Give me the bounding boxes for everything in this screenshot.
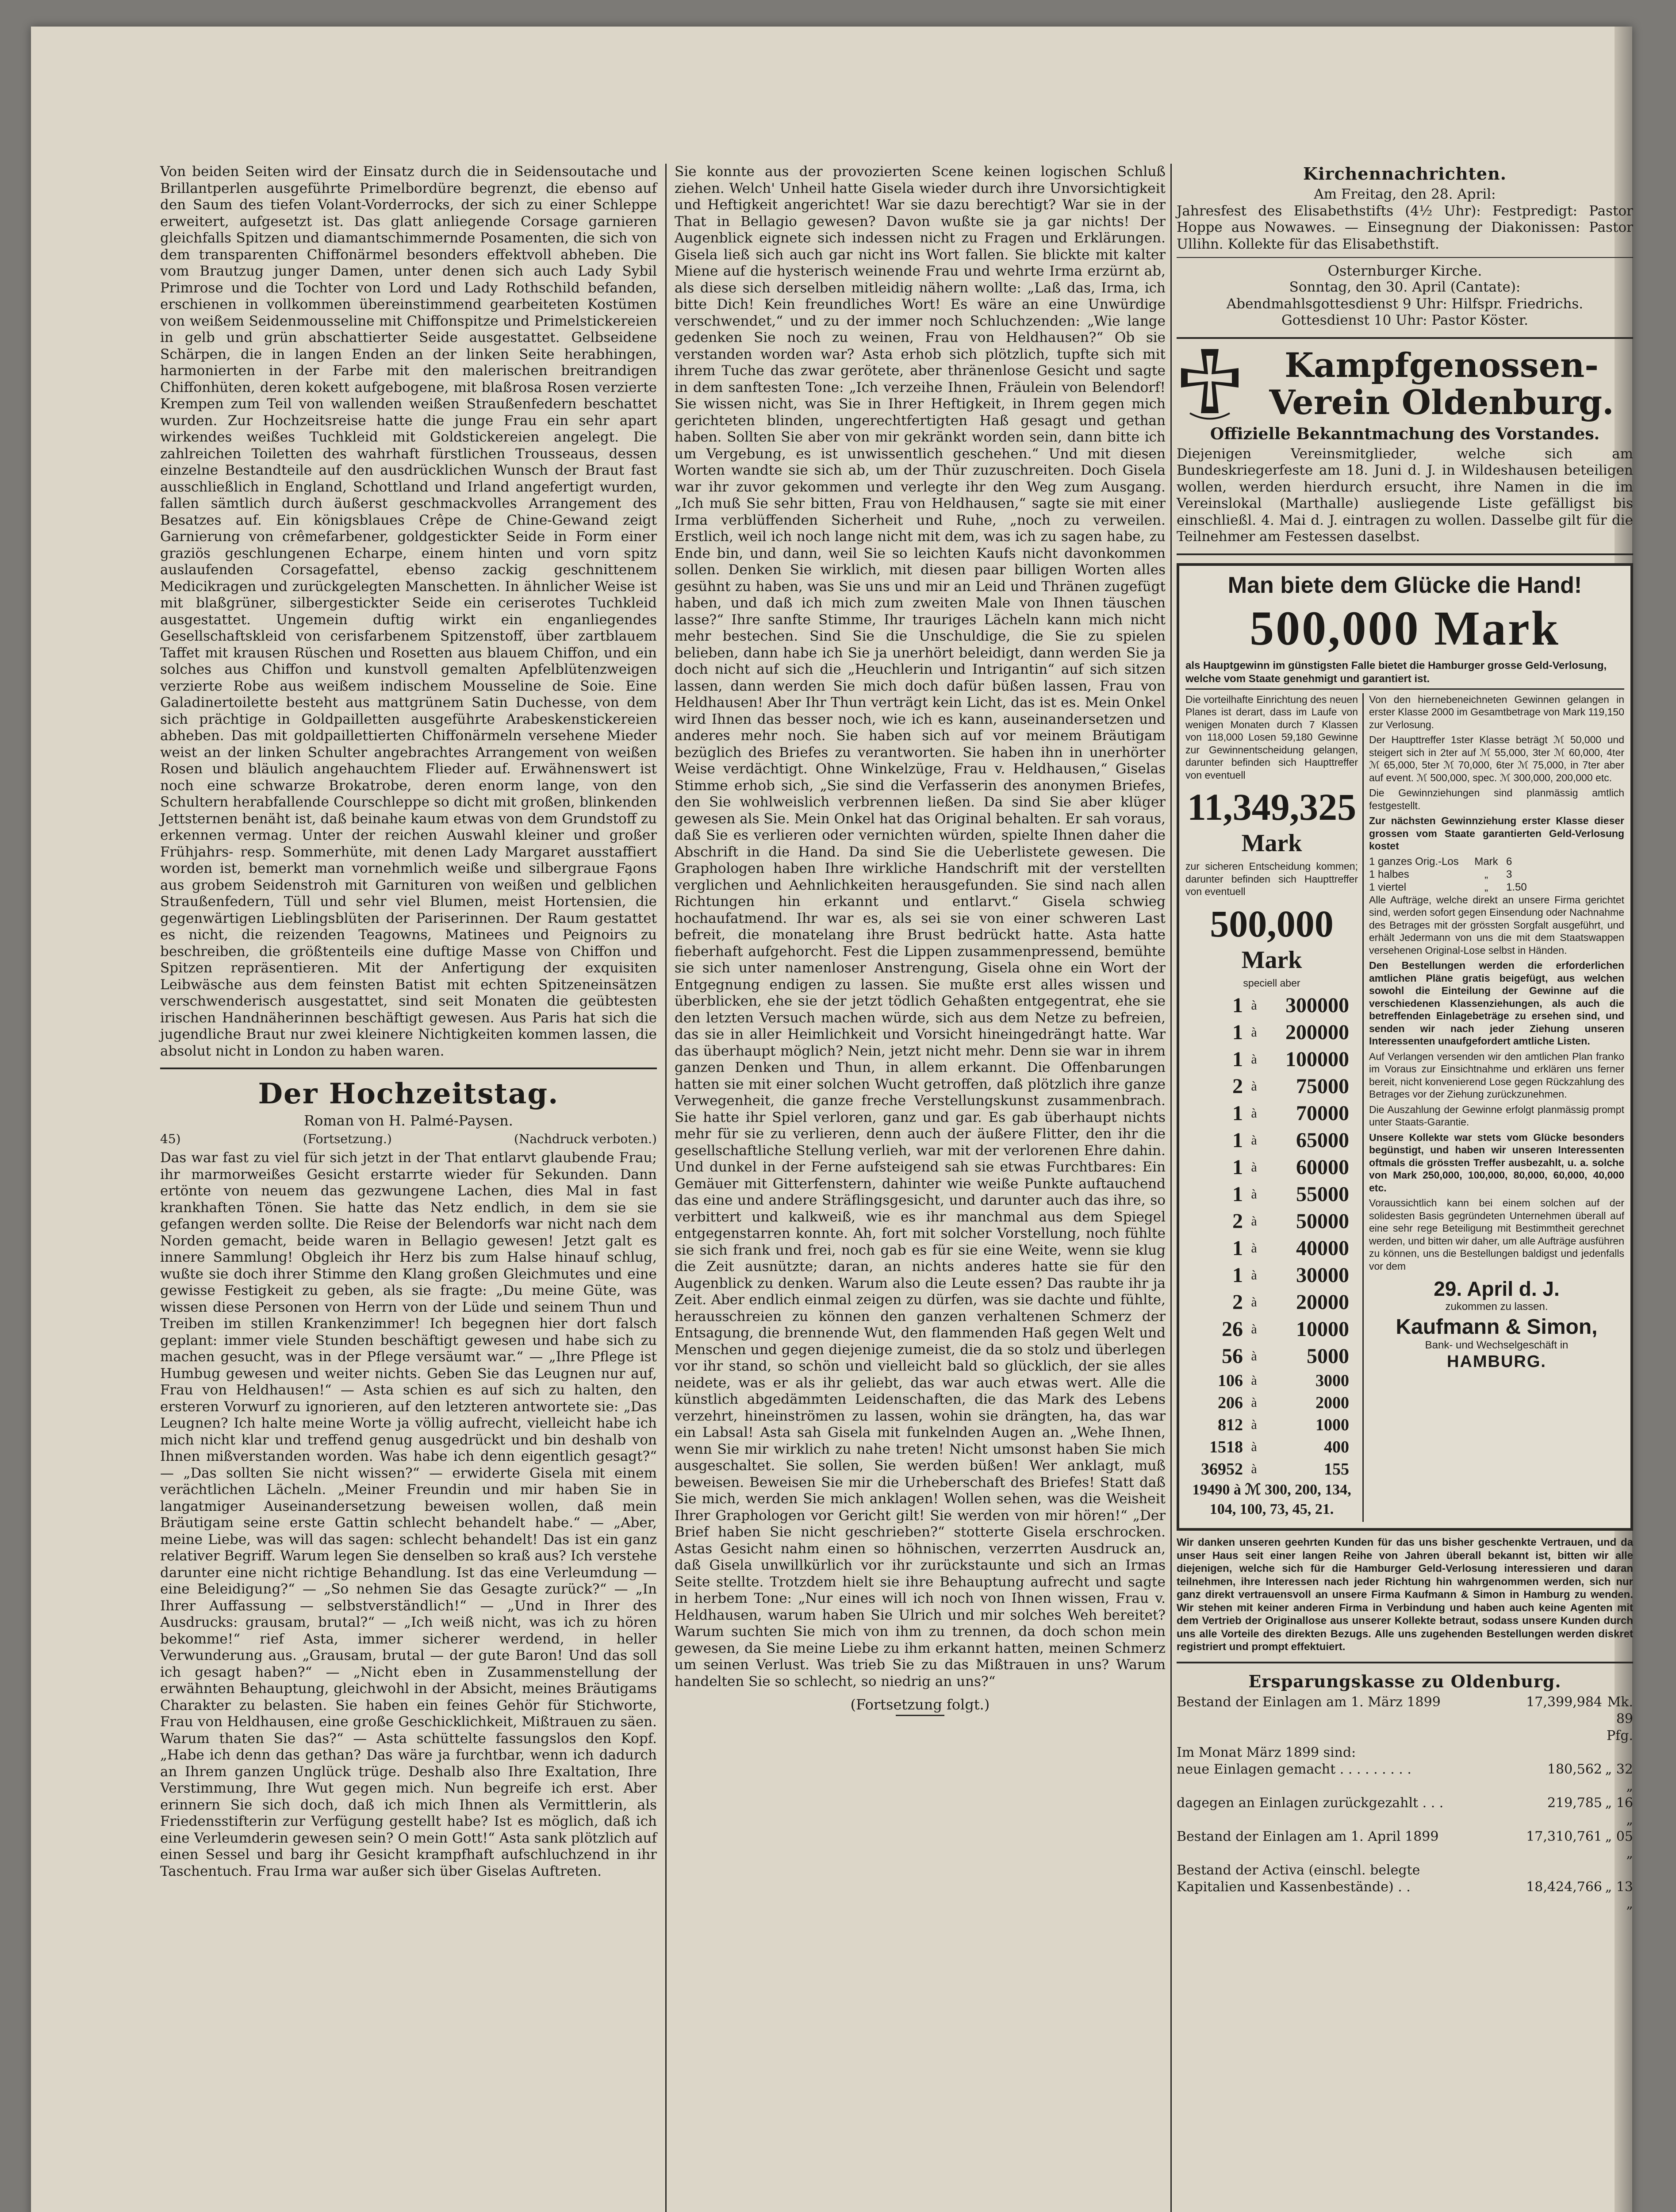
prize-row (1185, 1392, 1358, 1414)
savings-amount: 17,399,984 (1526, 1694, 1602, 1710)
savings-unit: „ 32 „ (1605, 1761, 1633, 1794)
prize-value: 300000 (1285, 994, 1349, 1017)
osternburg-line-2: Abendmahlsgottesdienst 9 Uhr: Hilfspr. Friedrichs. (1226, 296, 1584, 312)
prize-at: à (1251, 1462, 1257, 1476)
ad-right-column (1369, 693, 1624, 1522)
church-news-title: Kirchennachrichten. (1303, 164, 1507, 184)
iron-cross-icon (1177, 347, 1243, 422)
prize-count: 1 (1232, 1048, 1243, 1071)
column-right (1177, 164, 1633, 1912)
prize-count: 1 (1232, 1102, 1243, 1125)
ad-left-text-2: zur sicheren Entscheidung kommen; darunter befinden sich Haupttreffer von eventuell (1185, 860, 1358, 897)
prize-row (1185, 1154, 1358, 1181)
verein-title: Kampfgenossen-Verein Oldenburg. (1269, 345, 1614, 422)
savings-amount: 17,310,761 (1526, 1828, 1602, 1844)
prize-value: 400 (1324, 1438, 1349, 1456)
lottery-advertisement (1177, 563, 1633, 1531)
prize-at: à (1251, 1025, 1257, 1040)
price-label: 1 halbes (1369, 868, 1409, 880)
savings-label: dagegen an Einlagen zurückgezahlt . . . (1177, 1795, 1444, 1811)
verein-header (1177, 347, 1633, 422)
prize-row (1185, 1073, 1358, 1100)
price-unit: „ (1484, 881, 1488, 893)
prize-value: 60000 (1296, 1156, 1349, 1179)
price-row (1369, 855, 1624, 868)
savings-label: Im Monat März 1899 sind: (1177, 1744, 1356, 1760)
ad-firm-sub: Bank- und Wechselgeschäft in (1425, 1339, 1569, 1351)
osternburg-church-title: Osternburger Kirche. (1327, 262, 1482, 279)
thanks-notice: Wir danken unseren geehrten Kunden für das uns bisher geschenkte Vertrauen, und da unser Haus seit einer langen Reihe von Jahren überall bekannt ist, bitten wir alle diejenigen, welche sich für die Hamburger Geld-Verlosung interessieren und daran teilnehmen, ihre Interessen nach jeder Richtung hin wahrgenommen werden, sich nur ganz direkt vertrauensvoll an unsere Firma Kaufmann & Simon in Hamburg zu wenden. Wir stehen mit keiner anderen Firma in Verbindung und haben auch keine Agenten mit dem Vertrieb der Originallose aus unserer Kollekte betraut, sodass unsere Kunden durch uns alle Vorteile des direkten Bezugs. Alle uns zugehenden Bestellungen werden diskret registriert und prompt effektuiert. (1177, 1536, 1633, 1653)
prize-count: 206 (1218, 1394, 1243, 1412)
savings-row (1177, 1879, 1633, 1912)
prize-count: 1 (1232, 1129, 1243, 1152)
prize-at: à (1251, 1322, 1257, 1336)
savings-unit: „ 13 „ (1605, 1879, 1633, 1912)
ad-total: 11,349,325 (1187, 786, 1357, 828)
ad-deadline-sub: zukommen zu lassen. (1445, 1301, 1548, 1313)
savings-amount (1500, 1744, 1602, 1761)
prize-at: à (1251, 1187, 1257, 1202)
section-divider (1177, 337, 1633, 339)
prize-at: à (1251, 1417, 1257, 1432)
prize-row (1185, 1046, 1358, 1073)
savings-amount: 180,562 (1547, 1761, 1602, 1777)
prize-value: 200000 (1285, 1021, 1349, 1044)
prize-value: 155 (1324, 1460, 1349, 1479)
ad-intro: als Hauptgewinn im günstigsten Falle bietet die Hamburger grosse Geld-Verlosung, welche vom Staate genehmigt und garantiert ist. (1185, 659, 1607, 685)
ad-firm-name: Kaufmann & Simon, (1396, 1315, 1598, 1339)
savings-unit: Mk. 89 Pfg. (1606, 1694, 1633, 1743)
savings-label: Bestand der Activa (einschl. belegte (1177, 1862, 1420, 1878)
prize-row (1185, 992, 1358, 1019)
column-left (160, 164, 657, 1880)
prize-row (1185, 1262, 1358, 1289)
verein-text: Diejenigen Vereinsmitglieder, welche sich am Bundeskriegerfeste am 18. Juni d. J. in Wildeshausen beteiligen wollen, werden hierdurch ersucht, ihre Namen in die im Vereinslokal (Marthalle) ausliegende Liste gefälligst bis einschließl. 4. Mai d. J. eintragen zu wollen. Dasselbe gilt für die Teilnehmer am Festessen daselbst. (1177, 445, 1633, 545)
prize-value: 10000 (1296, 1317, 1349, 1341)
prize-value: 5000 (1307, 1344, 1349, 1368)
prize-at: à (1251, 1295, 1257, 1310)
prize-at: à (1251, 998, 1257, 1013)
price-value: 6 (1506, 855, 1512, 868)
prize-value: 70000 (1296, 1102, 1349, 1125)
prize-at: à (1251, 1440, 1257, 1454)
prize-at: à (1251, 1052, 1257, 1067)
newspaper-page (31, 27, 1632, 2212)
prize-value: 1000 (1315, 1416, 1349, 1434)
ad-right-text-9: Unsere Kollekte war stets vom Glücke besonders begünstigt, und haben wir unseren Interessenten oftmals die grössten Treffer ausbezahlt, u. a. solche von Mark 250,000, 100,000, 80,000, 60,000, 40,000 etc. (1369, 1131, 1624, 1194)
prize-row (1185, 1343, 1358, 1370)
column-rule-1 (665, 164, 667, 2212)
price-value: 1.50 (1506, 881, 1527, 893)
fashion-article-text: Von beiden Seiten wird der Einsatz durch die in Seidensoutache und Brillantperlen ausgeführte Primelbordüre begrenzt, die ebenso auf den Saum des tiefen Volant-Vorderrocks, der sich zu einer Schleppe erweitert, aufgesetzt ist. Das glatt anliegende Corsage garnieren gleichfalls Spitzen und diamantschimmernde Posamenten, die sich von dem transparenten Chiffonärmel besonders effektvoll abheben. Die vom Brautzug junger Damen, unter denen sich auch Lady Sybil Primrose und die Tochter von Lord und Lady Rothschild befanden, erschienen in vollkommen übereinstimmend gearbeiteten Kostümen von weißem Seidenmousseline mit Chiffonspitze und Primelstickereien in gelb und grün abschattierter Seide ausgestattet. Gelbseidene Schärpen, die in langen Enden an der linken Seite herabhingen, harmonierten in der Farbe mit den malerischen breitrandigen Chiffonhüten, deren kokett aufgebogene, mit blaßrosa Rosen verzierte Krempen zum Teil von wallenden weißen Straußenfedern beschattet wurden. Zur Hochzeitsreise hatte die junge Frau ein sehr apart wirkendes weißes Tuchkleid mit Goldstickereien angelegt. Die zahlreichen Toiletten des wahrhaft fürstlichen Trousseaus, dessen einzelne Bestandteile auf den ausdrücklichen Wunsch der Braut fast ausschließlich in England, Schottland und Irland angefertigt wurden, fallen sämtlich durch äußerst geschmackvolles Arrangement des Besatzes auf. Ein königsblaues Crêpe de Chine-Gewand zeigt Garnierung von crêmefarbener, goldgestickter Seide in Form einer graziös geschlungenen Echarpe, einem hinten und vorn spitz auslaufenden Corsagefattel, ebenso zackig geschnittenem Medicikragen und zurückgelegten Manschetten. In ähnlicher Weise ist mit blaßgrüner, silbergestickter Seide ein ceriserotes Tuchkleid ausgestattet. Ungemein duftig wirkt ein enganliegendes Gesellschaftskleid von cerisfarbenem Spitzenstoff, über zartblauem Taffet mit krausen Rüschen und Rosetten aus blauem Chiffon, und ein solches aus Chiffon und kunstvoll gemalten Apfelblütenzweigen verzierte Robe aus weißem indischem Mousseline de Soie. Eine Galadinertoilette besteht aus mattgrünem Satin Duchesse, von dem sich prächtige in Goldpailletten ausgeführte Arabeskenstickereien abheben. Das mit goldpaillettierten Chiffonärmeln versehene Mieder weist an der linken Schulter angebrachtes Arrangement von weißen Rosen und bläulich angehauchtem Flieder auf. Erwähnenswert ist noch eine schwarze Brokatrobe, deren enorm lange, von den Schultern herabfallende Courschleppe so dicht mit großen, blinkenden Jettsternen benäht ist, daß beinahe kaum etwas von dem Grundstoff zu erkennen vermag. Unter der reichen Auswahl kleiner und großer Frühjahrs- resp. Sommerhüte, mit denen Lady Margaret ausstaffiert worden ist, bemerkt man vornehmlich weiße und silbergraue Fa̧ons aus grobem Seidenstroh mit Garnituren von weißen und gelblichen Straußenfedern, Tüll und sehr viel Blumen, meist Hortensien, die gegenwärtigen Lieblingsblüten der Pariserinnen. Der Raum gestattet es nicht, die reizenden Teagowns, Matinees und Peignoirs zu beschreiben, die größtenteils eine duftige Masse von Chiffon und Spitzen repräsentieren. Mit der Anfertigung der exquisiten Leibwäsche aus dem feinsten Batist mit echten Spitzeneinsätzen verschwenderisch ausgestattet, sind seit Monaten die geübtesten irischen Handnäherinnen beschäftigt gewesen. Aus Paris hat sich die jugendliche Braut nur zwei kleinere Nichtigkeiten kommen lassen, die absolut nicht in London zu haben waren. (160, 164, 657, 1059)
prize-value: 20000 (1296, 1290, 1349, 1314)
prize-count: 1 (1232, 1237, 1243, 1260)
prize-value: 55000 (1296, 1183, 1349, 1206)
prize-count: 1 (1232, 1263, 1243, 1287)
church-line-2: Jahresfest des Elisabethstifts (4½ Uhr): Festpredigt: Pastor Hoppe aus Nowawes. — Einsegnung der Diakonissen: Pastor Ullihn. Kollekte für das Elisabethstift. (1177, 203, 1633, 252)
price-row (1369, 881, 1624, 894)
ad-right-text-1: Von den hiernebeneichneten Gewinnen gelangen in erster Klasse 2000 im Gesamtbetrage von Mark 119,150 zur Verlosung. (1369, 693, 1624, 730)
ad-big-amount: 500,000 Mark (1250, 601, 1560, 655)
prize-tail: 19490 à ℳ 300, 200, 134, 104, 100, 73, 45, 21. (1192, 1482, 1351, 1517)
price-value: 3 (1506, 868, 1512, 880)
ad-firm-city: HAMBURG. (1447, 1352, 1546, 1371)
osternburg-line-3: Gottesdienst 10 Uhr: Pastor Köster. (1281, 312, 1528, 328)
prize-row (1185, 1019, 1358, 1046)
ad-top-prize: 500,000 (1210, 902, 1334, 945)
prize-value: 75000 (1296, 1075, 1349, 1098)
column-divider (160, 1068, 657, 1069)
novel-meta-row (160, 1132, 657, 1146)
section-divider-3 (1177, 1662, 1633, 1663)
prize-count: 2 (1232, 1290, 1243, 1314)
prize-value: 30000 (1296, 1263, 1349, 1287)
prize-row (1185, 1100, 1358, 1127)
price-label: 1 viertel (1369, 881, 1407, 893)
prize-row (1185, 1208, 1358, 1235)
column-rule-2 (1170, 164, 1172, 2212)
ad-left-text: Die vorteilhafte Einrichtung des neuen Planes ist derart, dass im Laufe von wenigen Monaten durch 7 Klassen von 118,000 Losen 59,180 Gewinne zur Gewinnentscheidung gelangen, darunter befinden sich Haupttreffer von eventuell (1185, 693, 1358, 781)
ad-right-text-5: Alle Aufträge, welche direkt an unsere Firma gerichtet sind, werden sofort gegen Einsendung oder Nachnahme des Betrages mit der grössten Sorgfalt ausgeführt, und erhält Jedermann von uns die mit dem Staatswappen versehenen Original-Lose selbst in Händen. (1369, 894, 1624, 956)
prize-count: 1 (1232, 1021, 1243, 1044)
savings-unit (1602, 1744, 1633, 1761)
prize-list (1185, 992, 1358, 1480)
verein-subtitle: Offizielle Bekanntmachung des Vorstandes. (1210, 424, 1600, 443)
prize-count: 106 (1218, 1371, 1243, 1390)
prize-value: 50000 (1296, 1210, 1349, 1233)
savings-label: neue Einlagen gemacht . . . . . . . . . (1177, 1761, 1411, 1777)
prize-count: 2 (1232, 1210, 1243, 1233)
prize-at: à (1251, 1373, 1257, 1388)
prize-row (1185, 1235, 1358, 1262)
prize-count: 26 (1222, 1317, 1243, 1341)
prize-row (1185, 1289, 1358, 1316)
savings-table (1177, 1694, 1633, 1912)
prize-at: à (1251, 1349, 1257, 1363)
ad-headline: Man biete dem Glücke die Hand! (1227, 572, 1582, 598)
ad-right-text-8: Die Auszahlung der Gewinne erfolgt planmässig prompt unter Staats-Garantie. (1369, 1103, 1624, 1128)
prize-at: à (1251, 1395, 1257, 1410)
prize-value: 65000 (1296, 1129, 1349, 1152)
prize-at: à (1251, 1160, 1257, 1175)
prize-row (1185, 1127, 1358, 1154)
column-middle (675, 164, 1166, 1716)
prize-row (1185, 1316, 1358, 1343)
prize-value: 40000 (1296, 1237, 1349, 1260)
savings-label: Bestand der Einlagen am 1. April 1899 (1177, 1828, 1439, 1844)
savings-row (1177, 1761, 1633, 1795)
church-divider (1177, 257, 1633, 258)
prize-at: à (1251, 1106, 1257, 1121)
church-line-1: Am Freitag, den 28. April: (1314, 186, 1496, 202)
issue-number: 45) (160, 1132, 181, 1146)
prize-row (1185, 1458, 1358, 1480)
savings-label: Bestand der Einlagen am 1. März 1899 (1177, 1694, 1441, 1710)
savings-unit: „ 16 „ (1605, 1795, 1633, 1828)
price-list (1369, 855, 1624, 894)
savings-label: Kapitalien und Kassenbestände) . . (1177, 1879, 1411, 1895)
prize-count: 1518 (1209, 1438, 1243, 1456)
prize-at: à (1251, 1133, 1257, 1148)
ad-right-text-2: Der Haupttreffer 1ster Klasse beträgt ℳ 50,000 und steigert sich in 2ter auf ℳ 55,000, 3ter ℳ 60,000, 4ter ℳ 65,000, 5ter ℳ 70,000, 6ter ℳ 75,000, in 7ter aber auf event. ℳ 500,000, spec. ℳ 300,000, 200,000 etc. (1369, 734, 1624, 783)
prize-at: à (1251, 1268, 1257, 1283)
ad-right-text-4: Zur nächsten Gewinnziehung erster Klasse dieser grossen vom Staate garantierten Geld-Verlosung kostet (1369, 815, 1624, 852)
savings-title: Ersparungskasse zu Oldenburg. (1248, 1671, 1561, 1691)
savings-unit (1602, 1862, 1633, 1879)
price-unit: Mark (1474, 855, 1498, 868)
ad-right-text-6: Den Bestellungen werden die erforderlichen amtlichen Pläne gratis beigefügt, aus welchen sowohl die Einteilung der Gewinne auf die verschiedenen Klassenziehungen, als auch die betreffenden Einlagebeträge zu ersehen sind, und senden wir nach jeder Ziehung unseren Interessenten unaufgefordert amtliche Listen. (1369, 960, 1624, 1047)
savings-row (1177, 1744, 1633, 1761)
savings-amount (1500, 1862, 1602, 1879)
novel-title: Der Hochzeitstag. (258, 1077, 559, 1110)
reprint-note: (Nachdruck verboten.) (514, 1132, 657, 1146)
ad-left-column (1185, 693, 1364, 1522)
savings-row (1177, 1828, 1633, 1862)
prize-row (1185, 1436, 1358, 1458)
ad-right-text-10: Voraussichtlich kann bei einem solchen auf der solidesten Basis gegründeten Unternehmen überall auf eine sehr rege Beteiligung mit Bestimmtheit gerechnet werden, und bitten wir daher, um alle Aufträge ausführen zu können, uns die Bestellungen baldigst und jedenfalls vor dem (1369, 1197, 1624, 1272)
osternburg-line-1: Sonntag, den 30. April (Cantate): (1289, 279, 1521, 295)
ad-total-unit: Mark (1241, 830, 1302, 857)
price-unit: „ (1484, 868, 1488, 880)
ad-deadline-date: 29. April d. J. (1434, 1277, 1560, 1300)
ad-right-text-3: Die Gewinnziehungen sind planmässig amtlich festgestellt. (1369, 787, 1624, 811)
prize-at: à (1251, 1214, 1257, 1229)
prize-value: 3000 (1315, 1371, 1349, 1390)
continuation-label: (Fortsetzung.) (303, 1132, 392, 1146)
prize-row (1185, 1181, 1358, 1208)
ad-columns (1185, 688, 1624, 1522)
prize-at: à (1251, 1079, 1257, 1094)
prize-value: 2000 (1315, 1394, 1349, 1412)
price-label: 1 ganzes Orig.-Los (1369, 855, 1459, 868)
savings-row (1177, 1694, 1633, 1744)
ad-special: speciell aber (1243, 977, 1300, 989)
prize-row (1185, 1414, 1358, 1436)
prize-count: 1 (1232, 994, 1243, 1017)
end-ornament (896, 1715, 944, 1716)
prize-count: 2 (1232, 1075, 1243, 1098)
prize-count: 1 (1232, 1156, 1243, 1179)
prize-count: 1 (1232, 1183, 1243, 1206)
prize-count: 812 (1218, 1416, 1243, 1434)
ad-top-unit: Mark (1241, 946, 1302, 974)
prize-value: 100000 (1285, 1048, 1349, 1071)
prize-count: 36952 (1201, 1460, 1243, 1479)
savings-unit: „ 05 „ (1605, 1828, 1633, 1861)
novel-byline: Roman von H. Palmé-Paysen. (304, 1112, 513, 1129)
to-be-continued: (Fortsetzung folgt.) (850, 1696, 990, 1713)
savings-amount: 18,424,766 (1526, 1879, 1602, 1895)
novel-text: Das war fast zu viel für sich jetzt in der That entlarvt glaubende Frau; ihr marmorweißes Gesicht erstarrte wieder für Sekunden. Dann ertönte von neuem das gezwungene Lachen, dies Mal in fast krankhaften Tönen. Sie hatte das Netz endlich, in dem sie sie gefangen werden sollte. Die Reise der Belendorfs war nicht nach dem Norden gemacht, beide waren in Bellagio gewesen! Jetzt galt es innere Sammlung! Obgleich ihr Herz bis zum Halse hinauf schlug, wußte sie doch ihrer Stimme den Klang großen Gleichmutes und eine gewisse Festigkeit zu geben, als sie fragte: „Du meine Güte, was wissen diese Personen von Herrn von der Lüde und seinem Thun und Treiben im stillen Krankenzimmer! Ich begegnen hier dort falsch geplant: immer viele Stunden beschäftigt gewesen und habe sich zu machen gesucht, was in der Pflege versäumt war.“ — „Ihre Pflege ist Humbug gewesen und weiter nichts. Geben Sie das Leugnen nur auf, Frau von Heldhausen!“ — Asta schien es auf sich zu halten, den ersteren Vorwurf zu ignorieren, auf den letzteren antwortete sie: „Das Leugnen? Ich halte meine Worte ja völlig aufrecht, vielleicht habe ich mich nicht klar und treffend genug ausgedrückt und bin deshalb von Ihnen mißverstanden worden. Was habe ich denn eigentlich gesagt?“ — „Das sollten Sie nicht wissen?“ — erwiderte Gisela mit einem verächtlichen Lächeln. „Meiner Freundin und mir haben Sie in langatmiger Auseinandersetzung beweisen wollen, daß mein Bräutigam seine erste Gattin schlecht behandelt habe.“ — „Aber, meine Liebe, was will das sagen: schlecht behandelt! Das ist ein ganz relativer Begriff. Warum legen Sie denselben so kraß aus? Ich verstehe darunter eine nicht richtige Behandlung. Ist das eine Verleumdung — eine Beleidigung?“ — „So nehmen Sie das Gesagte zurück?“ — „In Ihrer Auffassung — selbstverständlich!“ — „Und in Ihrer des Ausdrucks: grausam, brutal?“ — „Ich weiß nicht, was ich zu hören bekomme!“ rief Asta, immer sicherer werdend, in heller Verwunderung aus. „Grausam, brutal — der gute Baron! Und das soll ich gesagt haben?“ — „Nicht eben in Zusammenstellung der erwähnten Behauptung, gleichwohl in der Absicht, meines Bräutigams Charakter zu belasten. Sie haben ein feines Gehör für Stichworte, Frau von Heldhausen, eine große Geschicklichkeit, Mißtrauen zu säen. Warum thaten Sie das?“ — Asta schüttelte fassungslos den Kopf. „Habe ich denn das gethan? Das wäre ja furchtbar, wenn ich dadurch an Ihrem ganzen Unglück trüge. Deshalb also Ihre Exaltation, Ihre Verstimmung, Ihre Wut gegen mich. Nun begreife ich erst. Aber erinnern Sie sich doch, daß ich mich Ihnen als Vermittlerin, als Friedensstifterin zur Verfügung gestellt habe? Ist es möglich, daß ich eine Verleumderin gewesen sein? O mein Gott!“ Asta sank plötzlich auf einen Sessel und barg ihr Gesicht krampfhaft aufschluchzend in ihr Taschentuch. Frau Irma war außer sich über Giselas Auftreten. (160, 1150, 657, 1879)
savings-row (1177, 1862, 1633, 1879)
ad-right-text-7: Auf Verlangen versenden wir den amtlichen Plan franko im Voraus zur Einsichtnahme und erklären uns ferner bereit, nicht konvenierend Lose gegen Rückzahlung des Betrages vor der Ziehung zurückzunehmen. (1369, 1050, 1624, 1100)
prize-row (1185, 1370, 1358, 1392)
savings-amount: 219,785 (1547, 1795, 1602, 1811)
price-row (1369, 868, 1624, 881)
savings-row (1177, 1795, 1633, 1828)
prize-at: à (1251, 1241, 1257, 1256)
prize-count: 56 (1222, 1344, 1243, 1368)
novel-continued-text: Sie konnte aus der provozierten Scene keinen logischen Schluß ziehen. Welch' Unheil hatte Gisela wieder durch ihre Unvorsichtigkeit und Heftigkeit angerichtet! War sie dazu berechtigt? War sie in der That in Bellagio gewesen? Davon wußte sie ja gar nichts! Der Augenblick eignete sich indessen nicht zu Fragen und Erklärungen. Gisela ließ sich auch gar nicht ins Wort fallen. Sie blickte mit kalter Miene auf die hysterisch weinende Frau und wehrte Irma erzürnt ab, als diese sich derselben mitleidig nähern wollte: „Laß das, Irma, ich bitte Dich! Kein freundliches Wort! Es wäre an eine Unwürdige verschwendet,“ und zu der immer noch Schluchzenden: „Wie lange gedenken Sie noch zu weinen, Frau von Heldhausen?“ Ob sie verstanden worden war? Asta erhob sich plötzlich, tupfte sich mit ihrem Tuche das zwar gerötete, aber thränenlose Gesicht und sagte in dem sanftesten Tone: „Ich verzeihe Ihnen, Fräulein von Belendorf! Sie wissen nicht, was Sie in Ihrer Heftigkeit, in Ihrem gegen mich gerichteten blinden, ungerechtfertigten Haß gesagt und gethan haben. Sollten Sie aber von mir gekränkt worden sein, dann bitte ich um Vergebung, es ist unwissentlich geschehen.“ Und mit diesen Worten wandte sie sich ab, um der Thür zuzuschreiten. Doch Gisela war ihr zuvor gekommen und verlegte ihr den Weg zum Ausgang. „Ich muß Sie sehr bitten, Frau von Heldhausen,“ sagte sie mit einer Irma verblüffenden Sicherheit und Ruhe, „noch zu verweilen. Erstlich, weil ich noch lange nicht mit dem, was ich zu sagen habe, zu Ende bin, und dann, weil Sie so leichten Kaufs nicht davonkommen sollen. Denken Sie wirklich, mit diesen paar billigen Worten alles gesühnt zu haben, was Sie uns und mir an Leid und Thränen zugefügt haben, und daß ich mich zum zweiten Male von Ihnen täuschen lasse?“ Ihre sanfte Stimme, Ihr trauriges Lächeln kann mich nicht mehr bestechen. Sind Sie die Unschuldige, die Sie zu spielen belieben, dann habe ich Sie ja unerhört beleidigt, dann werden Sie ja doch nicht auf sich die „Heuchlerin und Intrigantin“ auf sich sitzen lassen, dann werden Sie mich doch dafür büßen lassen, Frau von Heldhausen! Aber Ihr Thun verträgt kein Licht, das ist es. Mein Onkel wird Ihnen das besser noch, wie ich es kann, auseinandersetzen und anderes mehr noch. Sie haben sich auf vor meinem Bräutigam bezüglich des Briefes zu verantworten. Sie haben ihn in unerhörter Weise verdächtigt. Ohne Winkelzüge, Frau v. Heldhausen,“ Giselas Stimme erhob sich, „Sie sind die Verfasserin des anonymen Briefes, den Sie wohlweislich verbrennen ließen. Da sind Sie aber klüger gewesen als Sie. Mein Onkel hat das Original behalten. Er sah voraus, daß Sie es verlieren oder vernichten würden, spielte Ihnen daher die Abschrift in die Hand. Da sind Sie die Ueberlistete gewesen. Die Graphologen haben Ihre wirkliche Handschrift mit der verstellten verglichen und Aehnlichkeiten herausgefunden. Sie sind nach allen Richtungen hin erkannt und entlarvt.“ Gisela schwieg hochaufatmend. Ihr war es, als sei sie von einer schweren Last befreit, die monatelang ihre Brust bedrückt hatte. Asta hatte fieberhaft aufgehorcht. Fest die Lippen zusammenpressend, bemühte sie sich unter namenloser Anstrengung, Gisela ohne ein Wort der Entgegnung endigen zu lassen. Sie mußte erst alles wissen und überblicken, ehe sie der jetzt tödlich Gehaßten entgegentrat, ehe sie den letzten Versuch machen würde, sich aus dem Netze zu befreien, das sie in aller Heimlichkeit und Vorsicht hineingedrängt hatte. War das überhaupt möglich? Nein, jetzt nicht mehr. Denn sie war in ihrem ganzen Denken und Thun, in allem erkannt. Die Offenbarungen hatten sie mit einer solchen Wucht getroffen, daß plötzlich ihre ganze Verwegenheit, die ganze freche Verstellungskunst zusammenbrach. Sie hatte ihr Spiel verloren, ganz und gar. Es gab überhaupt nichts mehr für sie zu verlieren, denn auch der äußere Flitter, den ihr die gesellschaftliche Stellung verlieh, war mit der verlorenen Ehre dahin. Und dunkel in der Ferne aufsteigend sah sie etwas Furchtbares: Ein Gemäuer mit Gitterfenstern, dahinter wie weiße Punkte auftauchend das eine und andere Sträflingsgesicht, und darunter auch das ihre, so verbittert und kalkweiß, wie es ihr manchmal aus dem Spiegel entgegenstarren konnte. Ah, fort mit solcher Vorstellung, noch fühlte sie sich frank und frei, noch gab es für sie eine Weite, wenn sie klug die Zeit ausnützte; daran, an nichts anderes hatte sie für den Augenblick zu denken. Warum also die Leute essen? Das raubte ihr ja Zeit. Aber endlich einmal zeigen zu dürfen, was sie dachte und fühlte, herausschreien zu können den ganzen verhaltenen Schmerz der Entsagung, die brennende Wut, den flammenden Haß gegen Welt und Menschen und gegen diejenige zumeist, die da so stolz und überlegen vor ihr stand, so schön und vielleicht bald so glücklich, der sie alles neidete, was er als ihr geliebt, das war auch etwas wert. Alle die künstlich abgedämmten Leidenschaften, die das Mark des Lebens verzehrt, hineinströmen zu lassen, wohin sie drängten, ha, das war ein Labsal! Asta sah Gisela mit funkelnden Augen an. „Wehe Ihnen, wenn Sie mir wirklich zu nahe treten! Nicht umsonst haben Sie mich ausgeschaltet. Sie sollen, Sie werden büßen! Wer anklagt, muß beweisen. Beweisen Sie mir die Urheberschaft des Briefes! Statt daß Sie mich, werden Sie mich anklagen! Wollen sehen, was die Weisheit Ihrer Graphologen vor Gericht gilt! Sie werden von mir hören!“ „Der Brief haben Sie nicht geschrieben?“ stotterte Gisela erschrocken. Astas Gesicht nahm einen so höhnischen, verzerrten Ausdruck an, daß Gisela unwillkürlich vor ihr zurückstaunte und sich an Irmas Seite stellte. Trotzdem hielt sie ihre Behauptung aufrecht und sagte in herbem Tone: „Nur eines will ich noch von Ihnen wissen, Frau v. Heldhausen, warum haben Sie Ulrich und mir solches Weh bereitet? Warum suchten Sie mich von ihm zu trennen, da doch schon mein gewesen, da Sie meine Liebe zu ihm erkannt hatten, meinen Schmerz um seinen Verlust. Was trieb Sie zu das Mißtrauen in uns? Warum handelten Sie so schlecht, so niedrig an uns?“ (675, 164, 1166, 1690)
section-divider-2 (1177, 553, 1633, 555)
